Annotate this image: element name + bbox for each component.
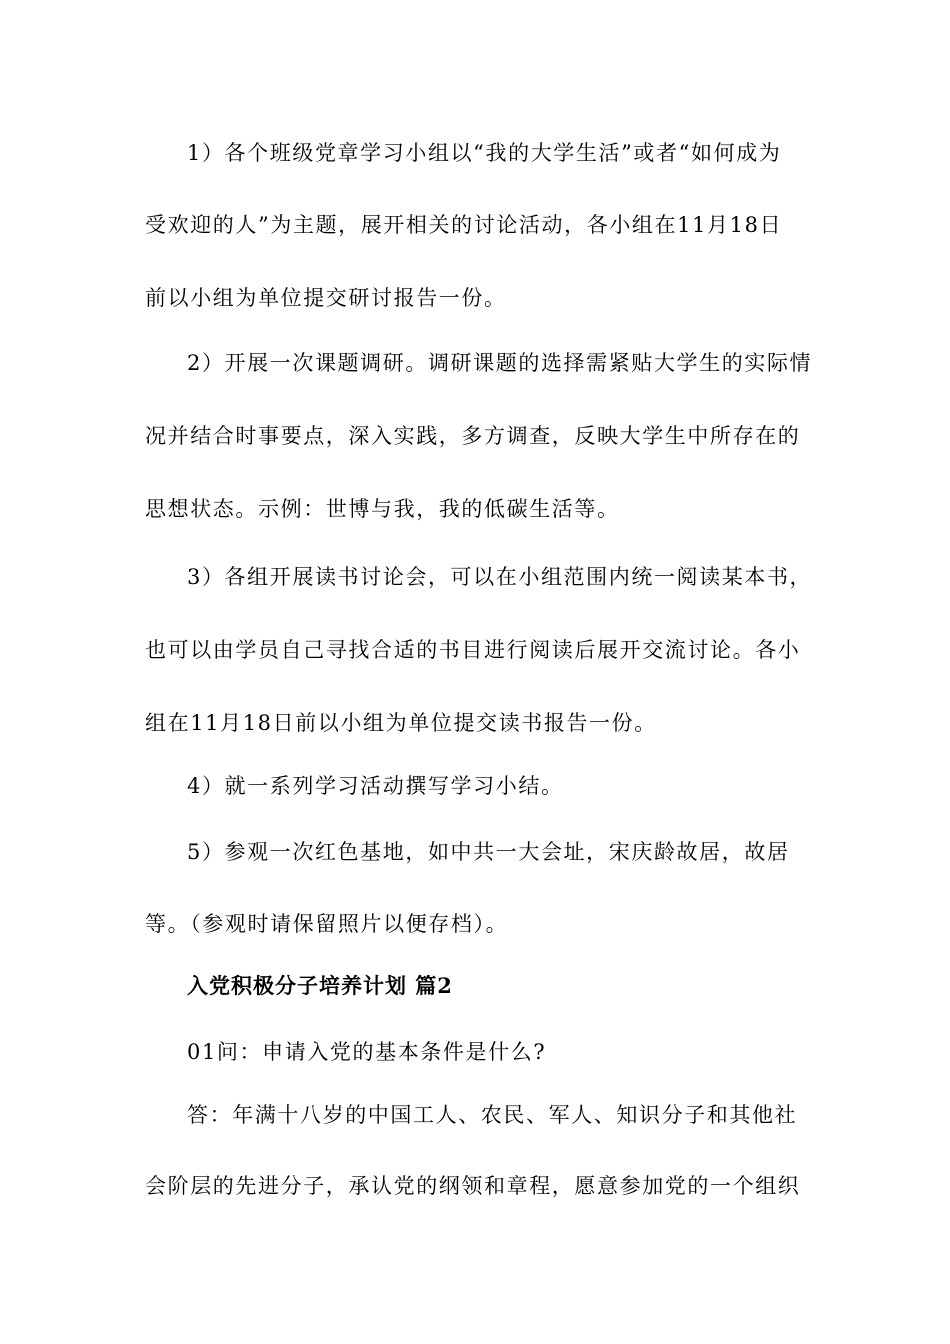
paragraph-2-line-1: 2）开展一次课题调研。调研课题的选择需紧贴大学生的实际情 [187, 351, 813, 375]
paragraph-1-line-1: 1）各个班级党章学习小组以“我的大学生活”或者“如何成为 [187, 141, 782, 165]
paragraph-1-line-2: 受欢迎的人”为主题，展开相关的讨论活动，各小组在11月18日 [145, 213, 783, 237]
paragraph-1-line-3: 前以小组为单位提交研讨报告一份。 [145, 286, 507, 310]
paragraph-2-line-2: 况并结合时事要点，深入实践，多方调查，反映大学生中所存在的 [145, 424, 801, 448]
paragraph-4-line-1: 4）就一系列学习活动撰写学习小结。 [187, 774, 564, 798]
paragraph-3-line-2: 也可以由学员自己寻找合适的书目进行阅读后展开交流讨论。各小 [145, 638, 801, 662]
question-line: 01问：申请入党的基本条件是什么? [187, 1040, 547, 1064]
section-heading: 入党积极分子培养计划 篇2 [187, 973, 453, 998]
paragraph-3-line-3: 组在11月18日前以小组为单位提交读书报告一份。 [145, 711, 657, 735]
paragraph-2-line-3: 思想状态。示例：世博与我，我的低碳生活等。 [145, 497, 620, 521]
answer-line-2: 会阶层的先进分子，承认党的纲领和章程，愿意参加党的一个组织 [145, 1174, 801, 1198]
answer-line-1: 答：年满十八岁的中国工人、农民、军人、知识分子和其他社 [187, 1103, 798, 1127]
paragraph-5-line-1: 5）参观一次红色基地，如中共一大会址，宋庆龄故居，故居 [187, 840, 790, 864]
paragraph-3-line-1: 3）各组开展读书讨论会，可以在小组范围内统一阅读某本书， [187, 565, 813, 589]
paragraph-5-line-2: 等。（参观时请保留照片以便存档）。 [145, 912, 509, 936]
